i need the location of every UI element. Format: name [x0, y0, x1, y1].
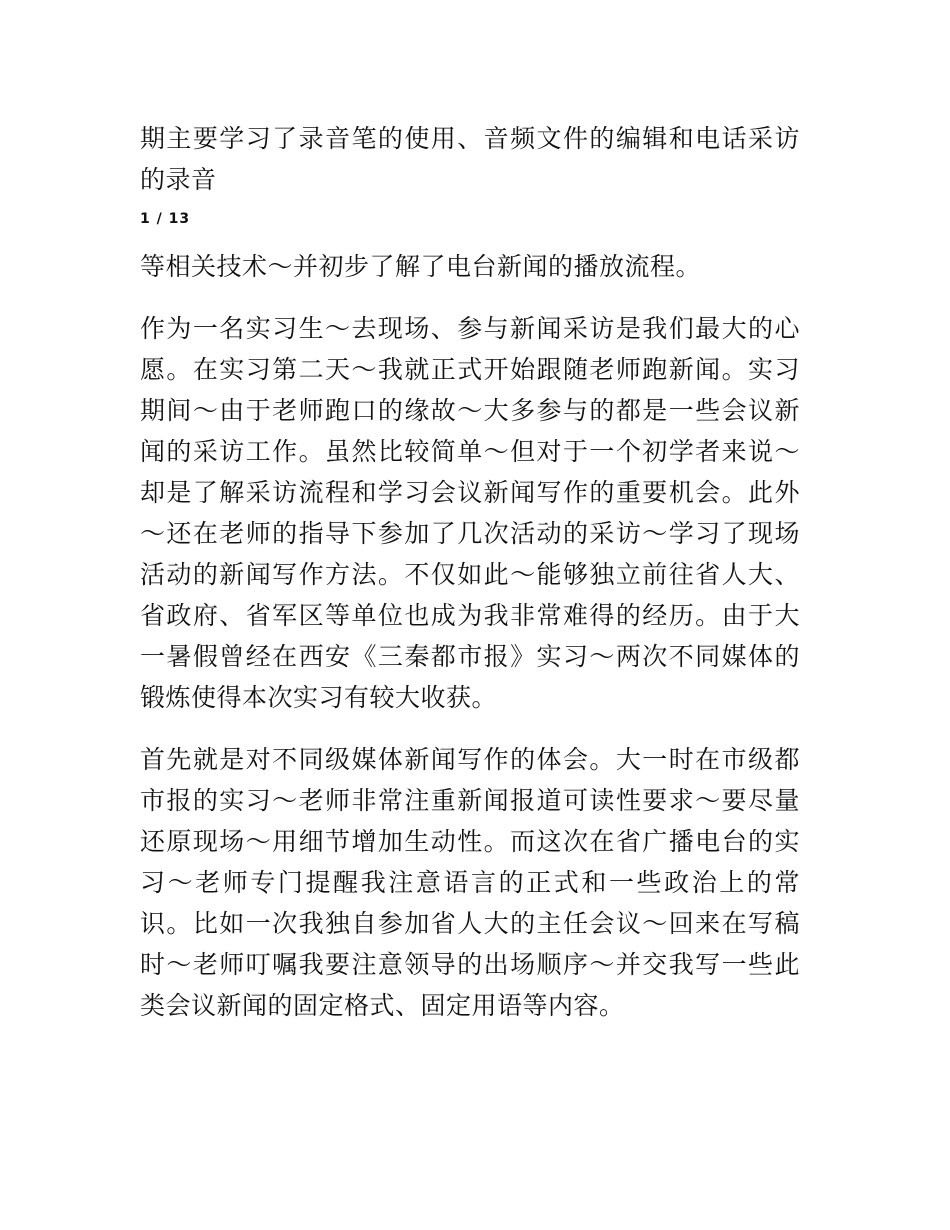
paragraph-technology: 等相关技术～并初步了解了电台新闻的播放流程。: [140, 252, 702, 281]
paragraph-internship-experience: 作为一名实习生～去现场、参与新闻采访是我们最大的心愿。在实习第二天～我就正式开始跟随老师跑新闻。实习期间～由于老师跑口的缘故～大多参与的都是一些会议新闻的采访工作。虽然比较简单～但对于一个初学者来说～却是了解采访流程和学习会议新闻写作的重要机会。此外～还在老师的指导下参加了几次活动的采访～学习了现场活动的新闻写作方法。不仅如此～能够独立前往省人大、省政府、省军区等单位也成为我非常难得的经历。由于大一暑假曾经在西安《三秦都市报》实习～两次不同媒体的锻炼使得本次实习有较大收获。: [140, 314, 800, 712]
paragraph-writing-experience: 首先就是对不同级媒体新闻写作的体会。大一时在市级都市报的实习～老师非常注重新闻报道可读性要求～要尽量还原现场～用细节增加生动性。而这次在省广播电台的实习～老师专门提醒我注意语言的正式和一些政治上的常识。比如一次我独自参加省人大的主任会议～回来在写稿时～老师叮嘱我要注意领导的出场顺序～并交我写一些此类会议新闻的固定格式、固定用语等内容。: [140, 745, 800, 1020]
paragraph-continued: 期主要学习了录音笔的使用、音频文件的编辑和电话采访的录音: [140, 124, 800, 194]
page-number: 1 / 13: [140, 211, 191, 227]
document-page: [140, 118, 800, 1026]
